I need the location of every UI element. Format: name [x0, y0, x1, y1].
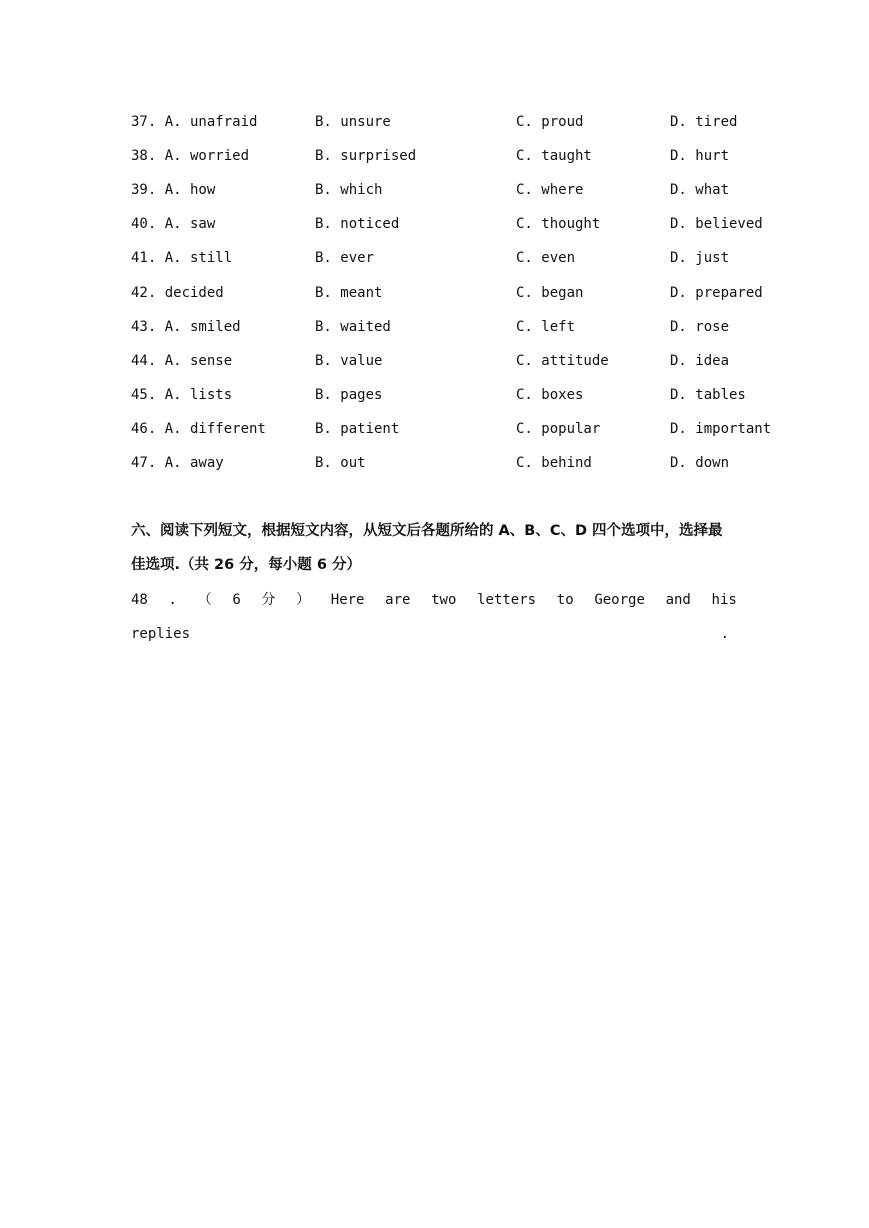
option-b: B. patient	[315, 421, 400, 437]
option-c: C. boxes	[516, 387, 584, 403]
q48-word: Here	[330, 592, 365, 608]
option-d: D. what	[670, 182, 730, 198]
question-48-intro-cont	[131, 622, 729, 646]
option-d: D. important	[670, 421, 772, 437]
question-row	[131, 315, 771, 339]
option-c: C. thought	[516, 216, 601, 232]
q48-word: are	[385, 592, 411, 608]
question-row	[131, 246, 771, 270]
option-d: D. tired	[670, 114, 738, 130]
option-a: 44. A. sense	[131, 353, 233, 369]
question-row	[131, 417, 771, 441]
option-a: 40. A. saw	[131, 216, 216, 232]
option-a: 42. decided	[131, 285, 224, 301]
option-b: B. meant	[315, 285, 383, 301]
option-c: C. even	[516, 250, 576, 266]
section-heading-cont: 佳选项.（共 26 分，每小题 6 分）	[131, 557, 361, 573]
q48-line2-start: replies	[131, 626, 191, 642]
option-d: D. hurt	[670, 148, 730, 164]
question-row	[131, 383, 771, 407]
q48-word: 分	[261, 592, 276, 608]
option-a: 39. A. how	[131, 182, 216, 198]
option-d: D. prepared	[670, 285, 763, 301]
option-b: B. surprised	[315, 148, 417, 164]
question-row	[131, 110, 771, 134]
option-a: 46. A. different	[131, 421, 266, 437]
option-d: D. just	[670, 250, 730, 266]
option-c: C. attitude	[516, 353, 609, 369]
option-a: 45. A. lists	[131, 387, 233, 403]
question-row	[131, 144, 771, 168]
option-c: C. left	[516, 319, 576, 335]
option-a: 47. A. away	[131, 455, 224, 471]
q48-word: 6	[232, 592, 241, 608]
option-c: C. taught	[516, 148, 592, 164]
q48-word: his	[711, 592, 737, 608]
section-heading: 六、阅读下列短文，根据短文内容，从短文后各题所给的 A、B、C、D 四个选项中，选择最	[131, 523, 723, 539]
option-a: 41. A. still	[131, 250, 233, 266]
q48-word: letters	[477, 592, 537, 608]
option-b: B. unsure	[315, 114, 391, 130]
question-48-intro	[131, 588, 737, 612]
option-a: 43. A. smiled	[131, 319, 241, 335]
option-c: C. began	[516, 285, 584, 301]
q48-word: and	[665, 592, 691, 608]
option-c: C. where	[516, 182, 584, 198]
question-row	[131, 349, 771, 373]
option-a: 38. A. worried	[131, 148, 250, 164]
q48-word: two	[431, 592, 457, 608]
option-b: B. waited	[315, 319, 391, 335]
question-row	[131, 212, 771, 236]
option-d: D. tables	[670, 387, 746, 403]
option-d: D. rose	[670, 319, 730, 335]
q48-word: 48	[131, 592, 148, 608]
option-d: D. idea	[670, 353, 730, 369]
q48-word: to	[556, 592, 574, 608]
question-row	[131, 451, 771, 475]
question-row	[131, 281, 771, 305]
option-b: B. pages	[315, 387, 383, 403]
option-d: D. down	[670, 455, 730, 471]
q48-word: ）	[296, 592, 311, 608]
option-b: B. value	[315, 353, 383, 369]
question-row	[131, 178, 771, 202]
option-d: D. believed	[670, 216, 763, 232]
option-b: B. out	[315, 455, 366, 471]
option-b: B. which	[315, 182, 383, 198]
q48-word: .	[168, 592, 177, 608]
option-b: B. noticed	[315, 216, 400, 232]
option-c: C. popular	[516, 421, 601, 437]
option-c: C. behind	[516, 455, 592, 471]
q48-line2-end: .	[720, 626, 729, 642]
option-a: 37. A. unafraid	[131, 114, 258, 130]
q48-word: George	[594, 592, 645, 608]
q48-word: （	[197, 592, 212, 608]
option-b: B. ever	[315, 250, 375, 266]
option-c: C. proud	[516, 114, 584, 130]
